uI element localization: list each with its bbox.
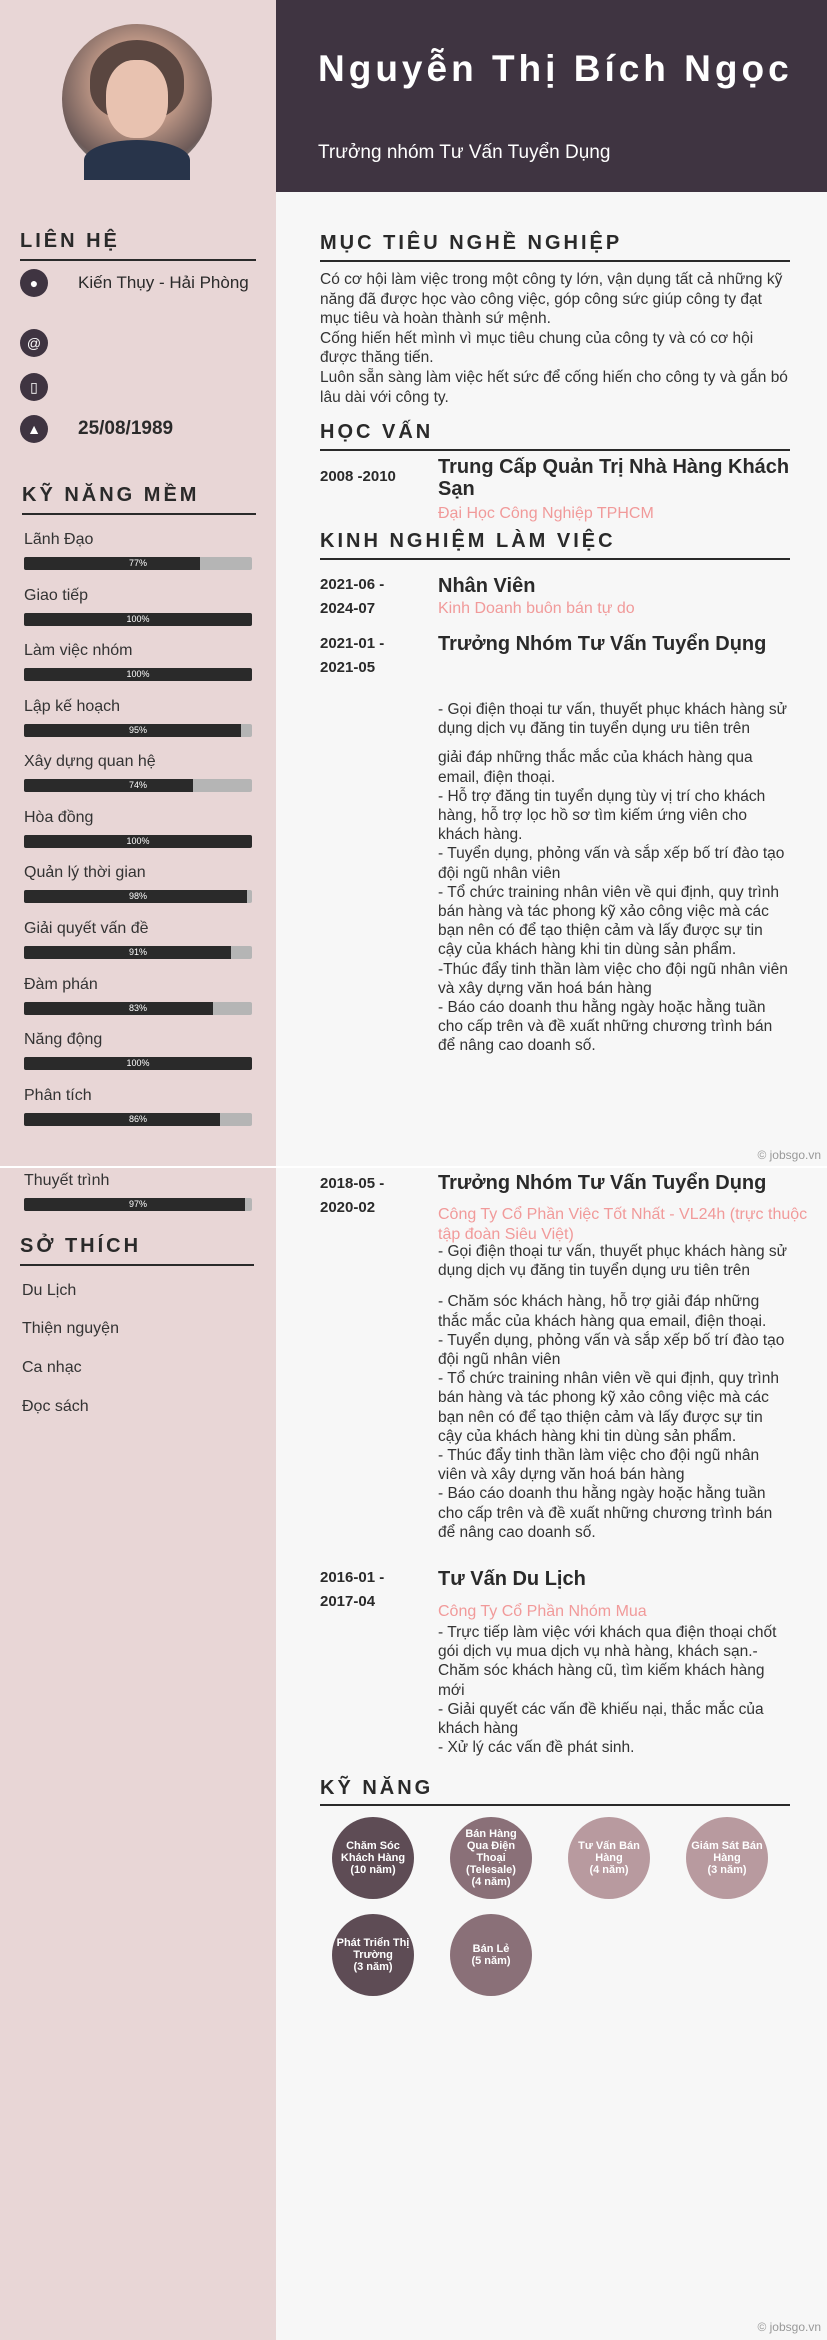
skill-item <box>24 698 252 737</box>
experience-rule <box>320 558 790 560</box>
education-rule <box>320 449 790 451</box>
hobby-item: Du Lịch <box>22 1282 77 1299</box>
skill-bar <box>24 1057 252 1070</box>
skill-name: Hòa đồng <box>24 809 94 826</box>
location-pin-icon: ● <box>20 269 48 297</box>
hobbies-rule <box>20 1264 254 1266</box>
skill-circle-years: (3 năm) <box>353 1961 393 1973</box>
description-line: - Tổ chức training nhân viên về qui định, quy trình bán hàng và tác phong kỹ xảo công việc mà các bạn nên có để tạo thiện cảm và lấy được sự tin cậy của khách hàng khi tin dùng sản phẩm. <box>438 1370 779 1445</box>
cv-page-2 <box>0 1168 827 2340</box>
description-line: - Báo cáo doanh thu hằng ngày hoặc hằng tuần cho cấp trên và đề xuất những chương trình bán để nâng cao doanh số. <box>438 999 773 1055</box>
skill-item <box>24 1172 252 1211</box>
skill-circle-label: Chăm Sóc Khách Hàng <box>340 1840 406 1864</box>
contact-phone <box>20 372 78 402</box>
description-line: - Tổ chức training nhân viên về qui định, quy trình bán hàng và tác phong kỹ xảo công việc mà các bạn nên có để tạo thiện cảm và lấy được sự tin cậy của khách hàng khi tin dùng sản phẩm. <box>438 883 779 959</box>
description-line: - Giải quyết các vấn đề khiếu nại, thắc mắc của khách hàng <box>438 1700 764 1738</box>
skill-name: Làm việc nhóm <box>24 642 133 659</box>
hobby-item: Đọc sách <box>22 1398 89 1415</box>
experience-date: 2021-06 - 2024-07 <box>320 576 385 617</box>
objective-heading: MỤC TIÊU NGHỀ NGHIỆP <box>320 232 623 254</box>
skill-circle <box>568 1817 650 1899</box>
header-banner <box>276 0 827 192</box>
skill-circle-label: Bán Hàng Qua Điện Thoại (Telesale) <box>465 1828 517 1876</box>
objective-line: Có cơ hội làm việc trong một công ty lớn, vận dụng tất cả những kỹ năng đã được học vào công việc, góp công sức giúp công ty đạt mục tiêu và hoàn thành sứ mệnh. <box>320 271 783 328</box>
objective-text <box>320 270 790 407</box>
experience-role: Trưởng Nhóm Tư Vấn Tuyển Dụng <box>438 633 767 655</box>
description-line: - Thúc đẩy tinh thần làm việc cho đội ngũ nhân viên và xây dựng văn hoá bán hàng <box>438 1447 760 1484</box>
skill-percent: 100% <box>126 1058 150 1068</box>
skill-bar <box>24 668 252 681</box>
experience-role: Tư Vấn Du Lịch <box>438 1568 586 1590</box>
skill-item <box>24 1087 252 1126</box>
skill-item <box>24 587 252 626</box>
candidate-name: Nguyễn Thị Bích Ngọc <box>318 48 793 89</box>
skill-bar <box>24 946 252 959</box>
experience-company: Công Ty Cổ Phần Nhóm Mua <box>438 1603 647 1620</box>
skill-bar <box>24 1113 252 1126</box>
watermark: © jobsgo.vn <box>757 2320 821 2334</box>
skill-circle <box>686 1817 768 1899</box>
skill-circle <box>450 1914 532 1996</box>
skill-circle-label: Tư Vấn Bán Hàng <box>578 1840 640 1864</box>
description-line: - Hỗ trợ đăng tin tuyển dụng tùy vị trí cho khách hàng, hỗ trợ lọc hồ sơ tìm kiếm ứng viên cho khách hàng. <box>438 787 766 844</box>
skill-percent: 100% <box>126 669 150 679</box>
skill-circle <box>450 1817 532 1899</box>
contact-rule <box>20 259 256 261</box>
description-line: - Báo cáo doanh thu hằng ngày hoặc hằng tuần cho cấp trên và đề xuất những chương trình bán để nâng cao doanh số. <box>438 1485 773 1541</box>
avatar <box>62 24 212 174</box>
skill-item <box>24 976 252 1015</box>
contact-email <box>20 328 78 358</box>
skill-circle-years: (4 năm) <box>589 1864 629 1876</box>
phone-icon: ▯ <box>20 373 48 401</box>
skill-name: Xây dựng quan hệ <box>24 753 156 770</box>
skill-name: Thuyết trình <box>24 1172 110 1189</box>
skill-circle-years: (4 năm) <box>471 1876 511 1888</box>
experience-company: Kinh Doanh buôn bán tự do <box>438 600 635 617</box>
objective-line: Luôn sẵn sàng làm việc hết sức để cống hiến cho công ty và gắn bó lâu dài với công ty. <box>320 368 788 406</box>
skill-percent: 86% <box>128 1114 147 1124</box>
experience-description <box>438 700 790 1056</box>
experience-heading: KINH NGHIỆM LÀM VIỆC <box>320 530 616 552</box>
description-line: - Gọi điện thoại tư vấn, thuyết phục khách hàng sử dụng dịch vụ đăng tin tuyển dụng ưu tiên trên <box>438 701 788 738</box>
education-school: Đại Học Công Nghiệp TPHCM <box>438 505 654 522</box>
skill-item <box>24 642 252 681</box>
objective-rule <box>320 260 790 262</box>
skill-name: Quản lý thời gian <box>24 864 146 881</box>
education-heading: HỌC VẤN <box>320 421 434 443</box>
skill-percent: 97% <box>128 1199 147 1209</box>
skill-name: Phân tích <box>24 1087 92 1104</box>
candidate-title: Trưởng nhóm Tư Vấn Tuyển Dụng <box>318 142 611 163</box>
contact-birthday <box>20 414 173 444</box>
address-text: Kiến Thụy - Hải Phòng <box>78 273 249 292</box>
sidebar <box>0 1168 276 2340</box>
skill-bar <box>24 890 252 903</box>
experience-date: 2018-05 - 2020-02 <box>320 1175 385 1216</box>
skill-item <box>24 1031 252 1070</box>
skill-percent: 77% <box>128 558 147 568</box>
skill-name: Giải quyết vấn đề <box>24 920 149 937</box>
skill-circle-years: (5 năm) <box>471 1955 511 1967</box>
description-line: - Tuyển dụng, phỏng vấn và sắp xếp bố trí đào tạo đội ngũ nhân viên <box>438 845 785 882</box>
email-at-icon: @ <box>20 329 48 357</box>
skill-circle-label: Bán Lẻ <box>472 1943 510 1955</box>
skill-percent: 98% <box>128 891 147 901</box>
cv-page-1 <box>0 0 827 1166</box>
skill-name: Giao tiếp <box>24 587 89 604</box>
soft-skills-heading: KỸ NĂNG MỀM <box>22 484 200 506</box>
description-line: - Trực tiếp làm việc với khách qua điện thoại chốt gói dịch vụ mua dịch vụ nhà hàng, khách sạn.- Chăm sóc khách hàng cũ, tìm kiếm khách hàng mới <box>438 1624 777 1699</box>
description-line: giải đáp những thắc mắc của khách hàng qua email, điện thoại. <box>438 749 753 786</box>
skill-percent: 83% <box>128 1003 147 1013</box>
skill-circle <box>332 1817 414 1899</box>
skill-item <box>24 531 252 570</box>
experience-company: Công Ty Cổ Phần Việc Tốt Nhất - VL24h (trực thuộc tập đoàn Siêu Việt) <box>438 1206 808 1243</box>
skill-item <box>24 809 252 848</box>
birthday-text: 25/08/1989 <box>78 418 174 439</box>
skill-percent: 100% <box>126 614 150 624</box>
experience-date: 2016-01 - 2017-04 <box>320 1569 385 1610</box>
skill-circle-label: Giám Sát Bán Hàng <box>691 1840 763 1864</box>
contact-address <box>20 268 249 298</box>
skill-name: Đàm phán <box>24 976 98 993</box>
skill-bar <box>24 1002 252 1015</box>
description-line: - Tuyển dụng, phỏng vấn và sắp xếp bố trí đào tạo đội ngũ nhân viên <box>438 1331 785 1369</box>
skill-bar <box>24 724 252 737</box>
description-line: - Xử lý các vấn đề phát sinh. <box>438 1739 635 1757</box>
birthday-cake-icon: ▲ <box>20 415 48 443</box>
skill-name: Năng động <box>24 1031 103 1048</box>
skill-name: Lãnh Đạo <box>24 531 94 548</box>
description-line: - Gọi điện thoại tư vấn, thuyết phục khách hàng sử dụng dịch vụ đăng tin tuyển dụng ưu tiên trên <box>438 1243 788 1280</box>
skill-bar <box>24 1198 252 1211</box>
description-line: -Thúc đẩy tinh thần làm việc cho đội ngũ nhân viên và xây dựng văn hoá bán hàng <box>438 960 788 997</box>
experience-description <box>438 1623 790 1757</box>
skill-percent: 95% <box>128 725 147 735</box>
skill-bar <box>24 613 252 626</box>
experience-role: Nhân Viên <box>438 575 536 597</box>
description-line: - Chăm sóc khách hàng, hỗ trợ giải đáp những thắc mắc của khách hàng qua email, điện thoại. <box>438 1293 767 1330</box>
hobby-item: Ca nhạc <box>22 1359 82 1376</box>
hobby-item: Thiện nguyện <box>22 1320 119 1337</box>
hobbies-heading: SỞ THÍCH <box>20 1235 142 1257</box>
experience-role: Trưởng Nhóm Tư Vấn Tuyển Dụng <box>438 1172 767 1194</box>
contact-heading: LIÊN HỆ <box>20 230 120 252</box>
objective-line: Cống hiến hết mình vì mục tiêu chung của công ty và có cơ hội được thăng tiến. <box>320 329 754 367</box>
skill-item <box>24 864 252 903</box>
skill-bar <box>24 779 252 792</box>
skill-bar <box>24 557 252 570</box>
experience-description <box>438 1242 790 1542</box>
watermark: © jobsgo.vn <box>757 1148 821 1162</box>
hard-skills-rule <box>320 1804 790 1806</box>
education-major: Trung Cấp Quản Trị Nhà Hàng Khách Sạn <box>438 456 790 500</box>
hard-skills-heading: KỸ NĂNG <box>320 1777 434 1799</box>
skill-percent: 74% <box>128 780 147 790</box>
skill-name: Lập kế hoạch <box>24 698 121 715</box>
education-date: 2008 -2010 <box>320 468 396 485</box>
skill-item <box>24 920 252 959</box>
skill-item <box>24 753 252 792</box>
skill-circle-years: (3 năm) <box>707 1864 747 1876</box>
skill-circle-label: Phát Triển Thị Trường <box>336 1937 410 1961</box>
skill-percent: 100% <box>126 836 150 846</box>
skill-percent: 91% <box>128 947 147 957</box>
soft-skills-rule <box>22 513 256 515</box>
skill-circle <box>332 1914 414 1996</box>
experience-date: 2021-01 - 2021-05 <box>320 635 385 676</box>
skill-circle-years: (10 năm) <box>350 1864 396 1876</box>
skill-bar <box>24 835 252 848</box>
